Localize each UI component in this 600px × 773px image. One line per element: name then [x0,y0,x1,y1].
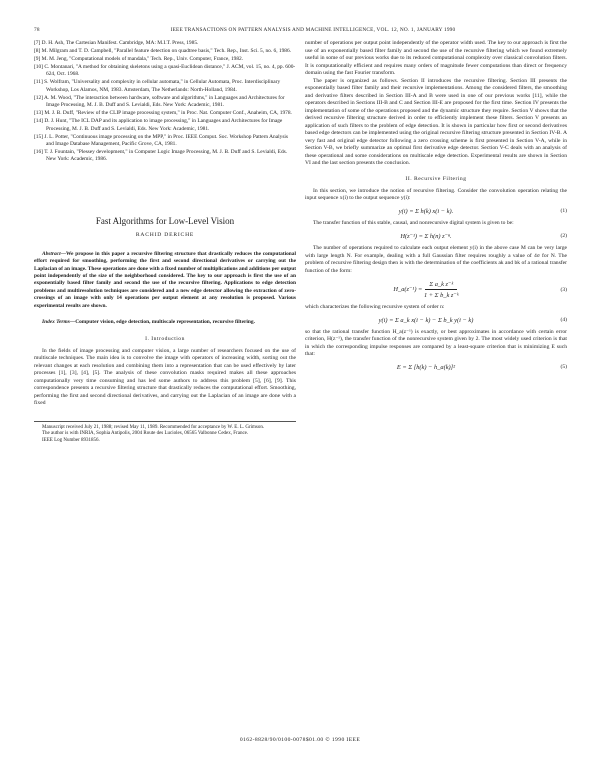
equation-number: (3) [560,286,567,293]
equation-body: H(z⁻¹) = Σ h(n) z⁻ⁿ. [400,233,452,240]
index-terms [34,319,296,326]
body-paragraph: number of operations per output point independently of the operator width used. The key to our approach is first the use of an exponentially based filter family and second the use of the recursive filtering which we found extremely useful in some of our previous works due to its reduced computational complexity over classical convolution filters. It is computationally efficient and requires many orders of magnitude fewer computations than direct or frequency domain using the fast Fourier transform. [305,40,567,76]
intro-paragraph: In the fields of image processing and computer vision, a large number of researchers focused on the use of multiscale techniques. The main idea is to convolve the image with operators of increasing width, sorting out the relevant changes at each resolution and combining them into a representation that can be used effectively by later processes [1], [3], [4], [5]. The analysis of these convolution masks required makes all these approaches computationally very time consuming and has led some authors to address this problem [5], [6], [9]. This correspondence presents a recursive filtering structure that drastically reduces the computational effort. Smoothing, performing the first and second directional derivatives, and carrying out the Laplacian of an image are done with a fixed [34,347,296,406]
section-heading-introduction: I. Introduction [145,335,185,342]
footnote [34,421,296,445]
reference-item: [13] M. J. B. Duff, "Review of the CLIP image processing system," in Proc. Nat. Computer Conf., Anaheim, CA, 1978. [34,110,292,117]
left-column [34,40,296,444]
body-paragraph: The number of operations required to calculate each output element y(i) in the above case M can be very large with large length N. For example, dealing with a full Gaussian filter requires roughly a value of 4σ for N. The problem of recursive filtering design then is with the determination of the coefficients ak and bk of a rational transfer function of the form: [305,245,567,274]
running-header [34,27,580,33]
body-paragraph: which characterizes the following recursive system of order n: [305,304,445,310]
reference-item: [16] T. J. Fountain, "Plessey development," in Computer Logic Image Processing, M. J. B. Duff and S. Levialdi, Eds. New York: Academic, 1986. [34,149,288,163]
equation-2 [305,232,567,240]
footnote-line: Manuscript received July 21, 1988; revised May 11, 1989. Recommended for acceptance by W. E. L. Grimson. [42,424,265,430]
abstract [34,251,296,310]
reference-item: [8] M. Milgram and T. D. Campbell, "Parallel feature detection on quadtree basis," Tech. Rep., Inst. Sci. 5, no. 6, 1986. [34,48,292,54]
reference-item: [14] D. J. Hunt, "The ICL DAP and its application to image processing," in Languages and Architectures for Image Processing, M. J. B. Duff and S. Levialdi, Eds. New York: Academic, 1981. [34,118,283,132]
reference-item: [10] C. Montanari, "A method for obtaining skeletons using a quasi-Euclidean distance," J. ACM, vol. 15, no. 4, pp. 600-624, Oct. 1968. [34,64,296,78]
equation-body: E = Σ [h(k) − h_a(k)]² [396,363,456,371]
equation-5 [305,364,567,371]
equation-lhs: H_a(z⁻¹) = [393,285,423,293]
equation-body: y(i) = Σ h(k) x(i − k). [398,207,454,215]
reference-item: [7] D. H. Ash, The Cartesian Manifest. Cambridge, MA: M.I.T. Press, 1985. [34,40,199,46]
body-paragraph: In this section, we introduce the notion of recursive filtering. Consider the convolution operation relating the input sequence x(i) to the output sequence y(i): [305,187,567,201]
body-paragraph: The transfer function of this stable, causal, and nonrecursive digital system is given to be: [313,219,514,226]
body-paragraph: so that the rational transfer function H_a(z⁻¹) is exactly, or best approximates in accordance with certain error criterion, H(z⁻¹), the transfer function of the nonrecursive system given by 2. The most widely used criterion is that in which the corresponding impulse responses are compared by a least-square criterion that is minimizing E such that: [305,328,567,357]
equation-1 [305,208,567,215]
equation-number: (1) [560,208,567,214]
reference-item: [9] M. M. Jeng, "Computational models of mandala," Tech. Rep., Univ. Computer, France, 1982. [34,56,244,62]
equation-numerator: Σ a_k z⁻ᵏ [425,280,457,290]
index-terms-text: Computer vision, edge detection, multiscale representation, recursive filtering. [75,319,255,326]
equation-denominator: 1 + Σ b_k z⁻ᵏ [423,292,459,299]
copyright-footer: 0162-8828/90/0100-0078$01.00 © 1990 IEEE [239,737,361,743]
running-title: IEEE TRANSACTIONS ON PATTERN ANALYSIS AND MACHINE INTELLIGENCE, VOL. 12, NO. 1, JANUARY 1990 [170,27,456,33]
equation-number: (4) [560,317,567,323]
right-column [305,40,567,376]
reference-item: [15] J. L. Potter, "Continuous image processing on the MPP," in Proc. IEEE Comput. Soc. Workshop Pattern Analysis and Image Database Management, Pacific Grove, CA, 1981. [34,133,289,148]
equation-4 [305,317,567,324]
section-heading-recursive-filtering: II. Recursive Filtering [405,175,467,182]
abstract-label: Abstract— [42,250,66,257]
index-terms-label: Index Terms— [42,319,76,326]
paper-author: RACHID DERICHE [135,231,195,238]
paper-title: Fast Algorithms for Low-Level Vision [95,215,235,226]
footnote-line: IEEE Log Number 8931856. [42,437,100,443]
equation-number: (2) [560,233,567,239]
reference-item: [11] S. Wolfram, "Universality and complexity in cellular automata," in Cellular Automata, Proc. Interdisciplinary Workshop, Los Alamos, NM, 1983. Amsterdam, The Netherlands: North-Holland, 1984. [34,79,281,93]
reference-list [34,40,296,164]
equation-fraction [424,280,459,299]
equation-body: y(i) = Σ a_k x(i − k) − Σ b_k y(i − k) [378,316,474,324]
reference-item: [12] A. M. Wood, "The interaction between hardware, software and algorithms," in Languages and Architectures for Image Processing, M. J. B. Duff and S. Levialdi, Eds. New York: Academic, 1981. [34,94,285,109]
equation-number: (5) [560,364,567,370]
equation-3 [305,280,567,299]
footnote-line: The author is with INRIA, Sophia Antipolis, 2004 Route des Lucioles, 06565 Valbonne Cedex, France. [42,431,249,437]
page-number: 78 [34,27,40,33]
body-paragraph: The paper is organized as follows. Section II introduces the recursive filtering. Section III presents the exponentially based filter family and their recursive implementations. Among the considered filters, the smoothing and derivative filters described in Section III-A and B were used in one of our previous works [11], while the operators described in Sections III-B and C and Section III-E are proposed for the first time. Section IV presents the implementation of some of the operations proposed and the dynamic structure they require. Section V shows that the derived recursive filtering structure derived in order to efficiently implement these filters. Section V presents an application of such filters to the problem of edge detection. It is shown in particular how first or second derivatives based edge detectors can be implemented using the original recursive filtering structure presented in Section IV-B. A very fast and original edge detector following a zero crossing scheme is first presented in Section V-A, while in Section V-B, we briefly summarize an optimal first derivative edge detector. Section V-C deals with an analysis of these operational and some considerations on multiscale edge detection. Experimental results are shown in Section VI and the last section presents the conclusion. [305,77,567,166]
abstract-text: We propose in this paper a recursive filtering structure that drastically reduces the computational effort required for smoothing, performing the first and second directional derivatives or carrying out the Laplacian of an image. These operations are done with a fixed number of multiplications and additions per output point independently of the size of the neighborhood considered. The key to our approach is first the use of an exponentially based filter family and second the use of the recursive filtering. Applications to edge detection problems and multiresolution techniques are considered and a new edge detector allowing the extraction of zero-crossings of an image with only 14 operations per output element at any resolution is proposed. Various experimental results are shown. [34,250,296,309]
